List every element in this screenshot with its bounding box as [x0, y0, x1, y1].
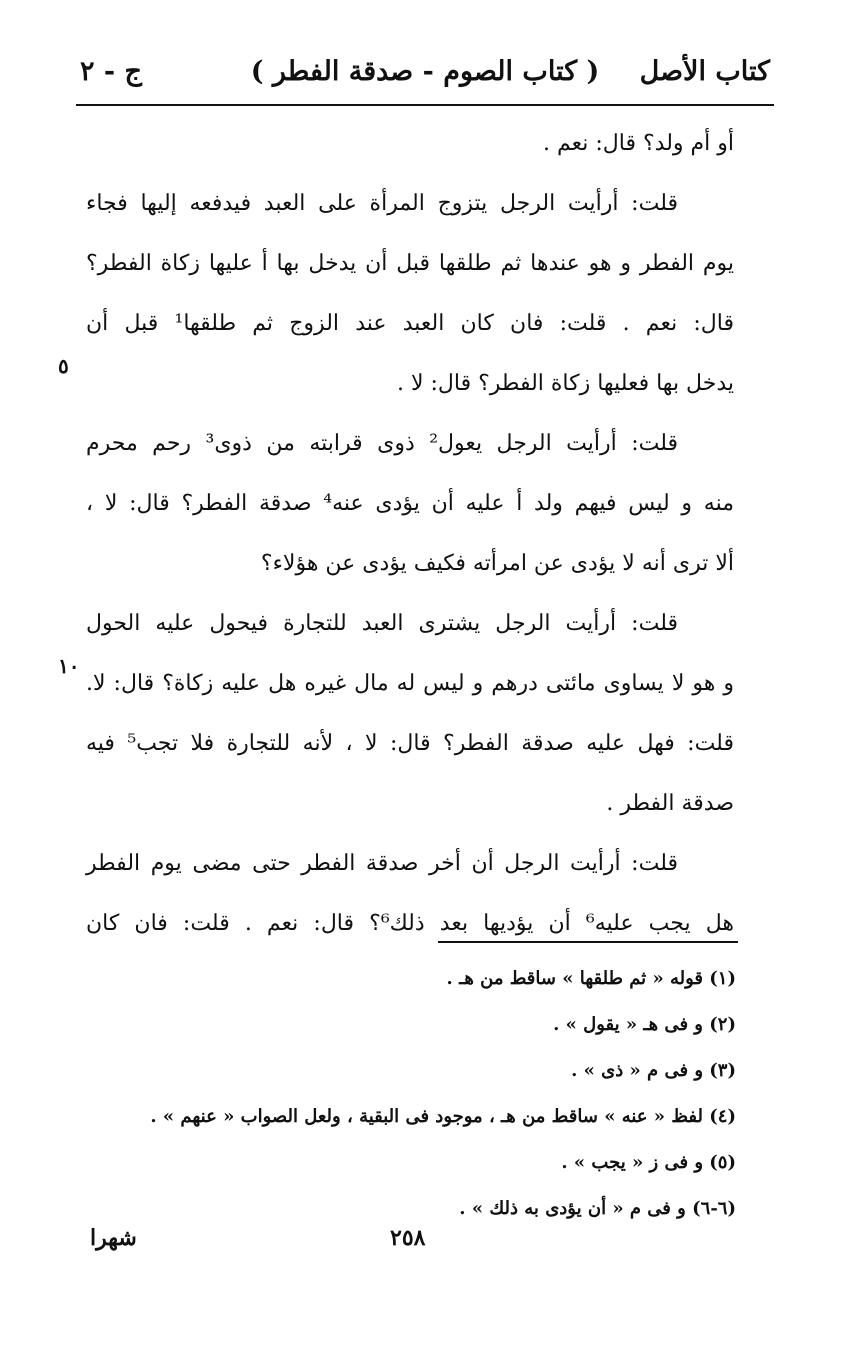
text-line: منه و ليس فيهم ولد أ عليه أن يؤدى عنه⁴ صدقة الفطر؟ قال: لا ، [86, 491, 734, 516]
text-line: قلت: فهل عليه صدقة الفطر؟ قال: لا ، لأنه للتجارة فلا تجب⁵ فيه [86, 731, 734, 756]
header-rule [76, 104, 774, 106]
text-line: يوم الفطر و هو عندها ثم طلقها قبل أن يدخل بها أ عليها زكاة الفطر؟ [86, 251, 734, 276]
header-volume: ج - ٢ [80, 55, 142, 87]
footnote: (٢) و فى هـ « يقول » . [553, 1014, 736, 1035]
text-line: أو أم ولد؟ قال: نعم . [543, 131, 734, 156]
text-line: يدخل بها فعليها زكاة الفطر؟ قال: لا . [396, 371, 734, 396]
footnote: (٥) و فى ز « يجب » . [561, 1152, 736, 1173]
footnote-rule [438, 941, 738, 943]
line-number: ١٠ [58, 654, 80, 678]
footnote: (٦-٦) و فى م « أن يؤدى به ذلك » . [459, 1198, 736, 1219]
running-header [80, 44, 770, 98]
main-text [58, 114, 734, 954]
line-number: ٥ [58, 354, 69, 378]
text-line: و هو لا يساوى مائتى درهم و ليس له مال غيره هل عليه زكاة؟ قال: لا. [86, 671, 734, 696]
page-number: ٢٥٨ [390, 1225, 426, 1251]
text-line: قلت: أرأيت الرجل أن أخر صدقة الفطر حتى مضى يوم الفطر [86, 851, 678, 876]
page-footer [90, 1225, 740, 1265]
text-line: قلت: أرأيت الرجل يشترى العبد للتجارة فيحول عليه الحول [86, 611, 678, 636]
text-line: قال: نعم . قلت: فان كان العبد عند الزوج ثم طلقها¹ قبل أن [86, 311, 734, 336]
footnote: (١) قوله « ثم طلقها » ساقط من هـ . [446, 968, 736, 989]
signature-mark: شهرا [90, 1225, 137, 1251]
header-section-title: ( كتاب الصوم - صدقة الفطر ) [250, 55, 600, 87]
footnotes [86, 956, 736, 1232]
header-book-title: كتاب الأصل [639, 55, 770, 87]
footnote: (٤) لفظ « عنه » ساقط من هـ ، موجود فى البقية ، ولعل الصواب « عنهم » . [150, 1106, 736, 1127]
footnote: (٣) و فى م « ذى » . [571, 1060, 736, 1081]
text-line: ألا ترى أنه لا يؤدى عن امرأته فكيف يؤدى عن هؤلاء؟ [260, 551, 734, 576]
text-line: هل يجب عليه⁶ أن يؤديها بعد ذلك⁶؟ قال: نعم . قلت: فان كان [86, 911, 734, 936]
text-line: صدقة الفطر . [606, 791, 734, 816]
text-line: قلت: أرأيت الرجل يعول² ذوى قرابته من ذوى³ رحم محرم [86, 431, 679, 456]
text-line: قلت: أرأيت الرجل يتزوج المرأة على العبد فيدفعه إليها فجاء [86, 191, 678, 216]
